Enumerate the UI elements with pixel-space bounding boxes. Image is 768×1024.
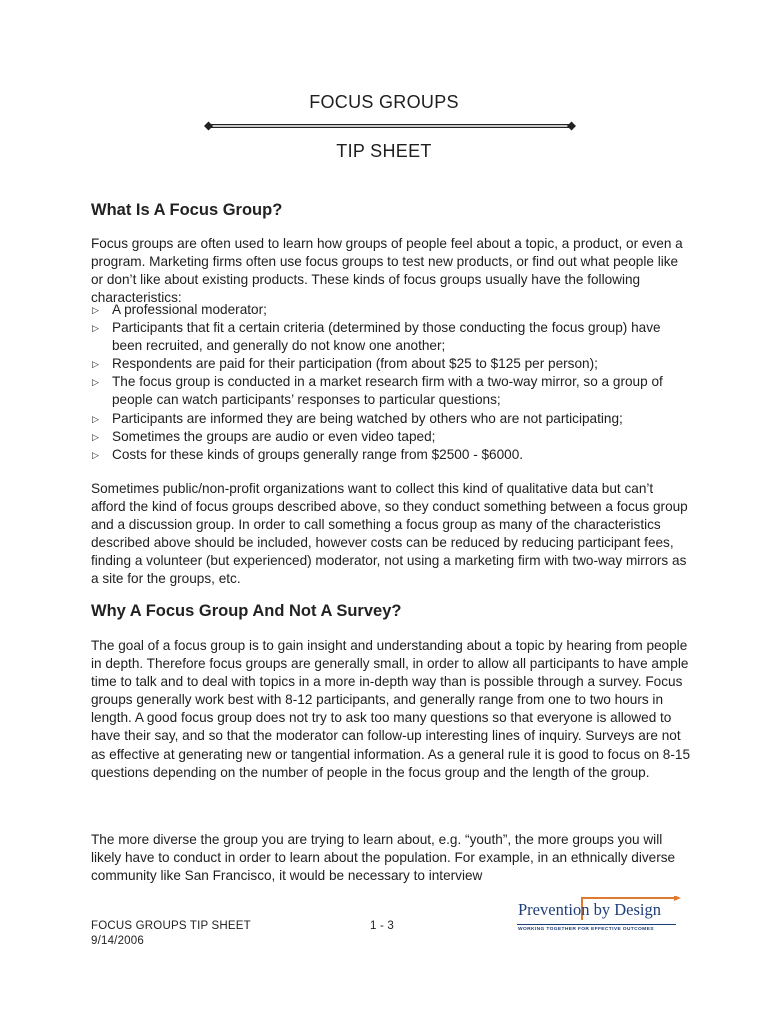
footer-page-number: 1 - 3: [370, 920, 395, 932]
list-item: [91, 355, 691, 373]
list-item: [91, 301, 691, 319]
title-divider: [204, 121, 576, 131]
triangle-bullet-icon: ▷: [92, 305, 99, 315]
footer-doc-title: FOCUS GROUPS TIP SHEET: [91, 920, 251, 932]
footer-date: 9/14/2006: [91, 935, 144, 947]
prevention-by-design-logo: [516, 896, 682, 938]
section-heading-what-is: What Is A Focus Group?: [91, 201, 283, 219]
list-item: [91, 428, 691, 446]
logo-tagline: WORKING TOGETHER FOR EFFECTIVE OUTCOMES: [518, 927, 654, 932]
cost-alternatives-paragraph: Sometimes public/non-profit organizations want to collect this kind of qualitative data but can’t afford the kind of focus groups described above, so they conduct something between a focus group and a discussion group. In order to call something a focus group as many of the characteristics described above should be included, however costs can be reduced by reducing participant fees, finding a volunteer (but experienced) moderator, not using a marketing firm with two-way mirrors as a site for the groups, etc.: [91, 481, 688, 587]
list-item-text: Respondents are paid for their participation (from about $25 to $125 per person);: [112, 356, 598, 372]
triangle-bullet-icon: ▷: [92, 449, 99, 460]
section-heading-why-focus-group: Why A Focus Group And Not A Survey?: [91, 602, 402, 620]
list-item-text: A professional moderator;: [112, 302, 267, 317]
list-item: [91, 319, 691, 355]
list-item-text: Costs for these kinds of groups generally range from $2500 - $6000.: [112, 446, 524, 462]
list-item-text: Participants are informed they are being watched by others who are not participating;: [112, 410, 623, 426]
intro-paragraph: Focus groups are often used to learn how groups of people feel about a topic, a product, or even a program. Marketing firms often use focus groups to test new products, or find out what people like or don’t like about existing products. These kinds of focus groups usually have the following characteristics:: [91, 236, 683, 306]
triangle-bullet-icon: ▷: [92, 359, 99, 370]
triangle-bullet-icon: ▷: [92, 431, 99, 442]
triangle-bullet-icon: ▷: [92, 413, 99, 424]
logo-wordmark: Prevention by Design: [518, 900, 661, 919]
page-subtitle: TIP SHEET: [336, 141, 432, 161]
page-title: FOCUS GROUPS: [309, 92, 459, 112]
triangle-bullet-icon: ▷: [92, 323, 99, 334]
diversity-paragraph: The more diverse the group you are trying to learn about, e.g. “youth”, the more groups you will likely have to conduct in order to learn about the population. For example, in an ethnically diverse community like San Francisco, it would be necessary to interview: [91, 832, 676, 884]
characteristics-list: [91, 301, 691, 464]
list-item: [91, 410, 691, 428]
triangle-bullet-icon: ▷: [92, 377, 99, 388]
list-item-text: The focus group is conducted in a market research firm with a two-way mirror, so a group of people can watch participants’ responses to particular questions;: [112, 374, 663, 408]
goal-paragraph: The goal of a focus group is to gain insight and understanding about a topic by hearing from people in depth. Therefore focus groups are generally small, in order to allow all participants to have ample time to talk and to deal with topics in a more in-depth way than is possible through a survey. Focus groups generally work best with 8-12 participants, and generally range from one to two hours in length. A good focus group does not try to ask too many questions so that everyone is allowed to have their say, and so that the moderator can follow-up interesting lines of inquiry. Surveys are not as effective at generating new or tangential information. As a general rule it is good to focus on 8-15 questions depending on the number of people in the focus group and the length of the group.: [91, 638, 691, 780]
list-item: [91, 446, 691, 464]
list-item-text: Sometimes the groups are audio or even video taped;: [112, 428, 436, 444]
list-item: [91, 373, 691, 409]
list-item-text: Participants that fit a certain criteria (determined by those conducting the focus group) have been recruited, and generally do not know one another;: [112, 320, 661, 354]
